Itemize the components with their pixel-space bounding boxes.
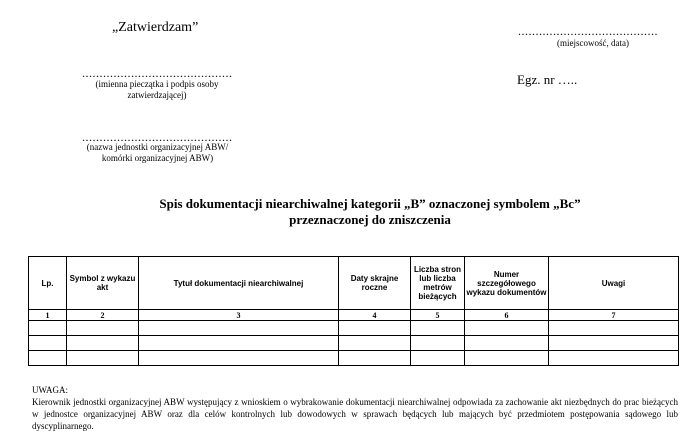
col-number: 1 xyxy=(29,310,67,321)
column-number-row xyxy=(29,310,679,321)
col-header-dates: Daty skrajne roczne xyxy=(339,257,411,310)
signature-dotted-line: ........................................... xyxy=(82,66,233,80)
table-cell xyxy=(67,321,139,336)
place-date-caption: (miejscowość, data) xyxy=(557,38,629,48)
table-cell xyxy=(29,336,67,351)
col-header-symbol: Symbol z wykazu akt xyxy=(67,257,139,310)
table-cell xyxy=(339,351,411,366)
signature-caption: (imienna pieczątka i podpis osoby zatwierdzającej) xyxy=(95,79,219,100)
table-cell xyxy=(549,321,679,336)
table-cell xyxy=(465,321,549,336)
note-text: Kierownik jednostki organizacyjnej ABW występujący z wnioskiem o wybrakowanie dokumentacji niearchiwalnej odpowiada za zachowanie akt niezbędnych do prac bieżących w jednostce organizacyjnej ABW oraz dla celów kontrolnych lub dowodowych w sprawach będących lub mających być przedmiotem postępowania sądowego lub dyscyplinarnego. xyxy=(32,397,678,431)
col-number: 5 xyxy=(411,310,465,321)
table-cell xyxy=(139,321,339,336)
table-header-row xyxy=(29,257,679,310)
col-number: 7 xyxy=(549,310,679,321)
approve-heading: „Zatwierdzam” xyxy=(112,20,199,35)
table-cell xyxy=(139,351,339,366)
table-cell xyxy=(29,321,67,336)
table-row xyxy=(29,336,679,351)
table-cell xyxy=(139,336,339,351)
col-number: 4 xyxy=(339,310,411,321)
table-cell xyxy=(411,351,465,366)
table-cell xyxy=(29,351,67,366)
unit-caption: (nazwa jednostki organizacyjnej ABW/ komórki organizacyjnej ABW) xyxy=(86,142,229,163)
table-cell xyxy=(339,336,411,351)
table-cell xyxy=(339,321,411,336)
place-date-dotted-line: ........................................ xyxy=(518,24,658,38)
table-cell xyxy=(549,336,679,351)
col-number: 3 xyxy=(139,310,339,321)
documents-table xyxy=(28,256,679,366)
table-row xyxy=(29,351,679,366)
title-line-1: Spis dokumentacji niearchiwalnej kategorii „B” oznaczonej symbolem „Bc” xyxy=(159,196,581,211)
col-number: 2 xyxy=(67,310,139,321)
table-cell xyxy=(411,336,465,351)
document-title xyxy=(80,196,660,228)
table-cell xyxy=(411,321,465,336)
table-cell xyxy=(67,336,139,351)
col-number: 6 xyxy=(465,310,549,321)
col-header-pages: Liczba stron lub liczba metrów bieżących xyxy=(411,257,465,310)
unit-dotted-line: ........................................... xyxy=(82,130,233,144)
col-header-list-number: Numer szczegółowego wykazu dokumentów xyxy=(465,257,549,310)
table-row xyxy=(29,321,679,336)
table-cell xyxy=(549,351,679,366)
col-header-title: Tytuł dokumentacji niearchiwalnej xyxy=(139,257,339,310)
note-label: UWAGA: xyxy=(32,385,68,395)
copy-number: Egz. nr ….. xyxy=(517,72,578,87)
table-cell xyxy=(465,351,549,366)
col-header-lp: Lp. xyxy=(29,257,67,310)
table-cell xyxy=(465,336,549,351)
note-section xyxy=(32,384,678,432)
title-line-2: przeznaczonej do zniszczenia xyxy=(289,212,451,227)
table-cell xyxy=(67,351,139,366)
col-header-remarks: Uwagi xyxy=(549,257,679,310)
